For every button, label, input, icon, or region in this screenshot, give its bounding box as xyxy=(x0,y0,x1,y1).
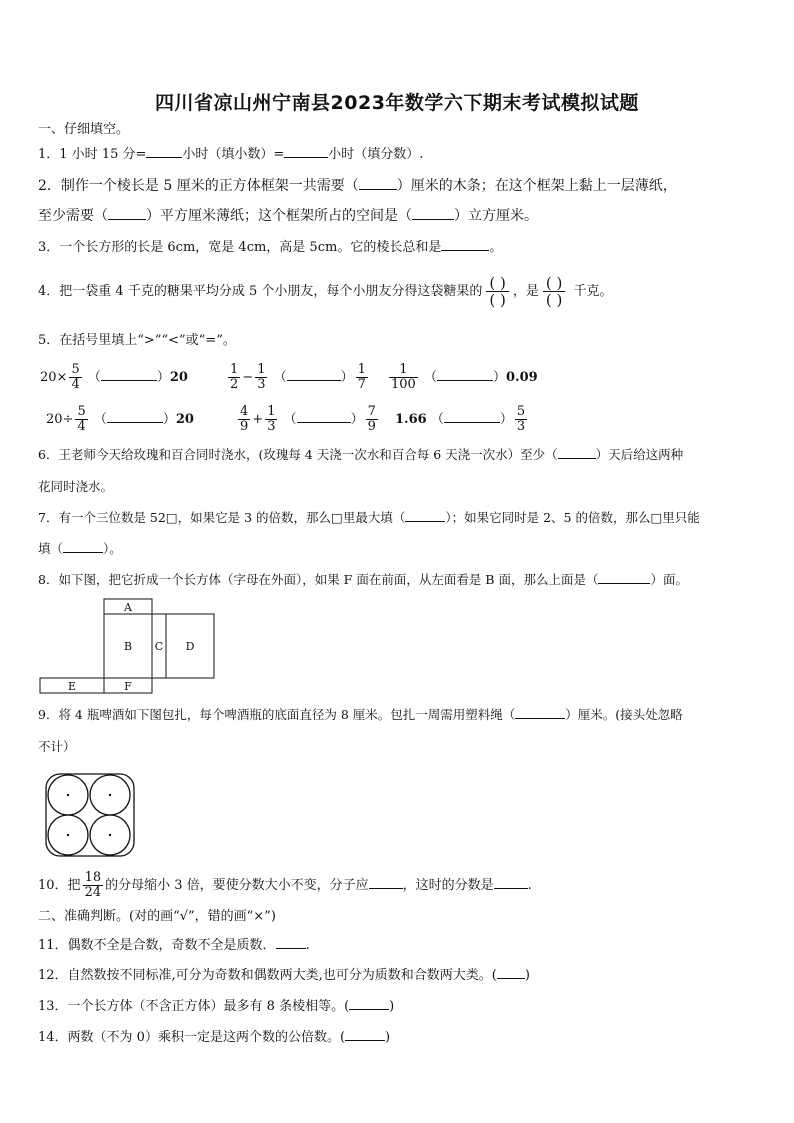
bottles-diagram xyxy=(40,772,140,862)
net-label-a: A xyxy=(124,601,132,614)
denominator: 4 xyxy=(71,377,80,392)
q13-text: 一个长方体（不含正方体）最多有 8 条棱相等。( xyxy=(67,999,350,1014)
numerator: 18 xyxy=(84,870,102,886)
net-label-b: B xyxy=(123,640,133,653)
answer-blank[interactable] xyxy=(349,1009,389,1010)
expression: 20 xyxy=(169,370,188,385)
question-number: 13． xyxy=(38,999,68,1014)
bottle-center xyxy=(109,834,111,836)
paren: （ xyxy=(273,370,287,385)
question-number: 4． xyxy=(38,284,60,299)
q3-end: 。 xyxy=(489,240,503,255)
question-12 xyxy=(38,967,530,985)
operator: + xyxy=(252,412,264,427)
answer-blank[interactable] xyxy=(494,888,528,889)
paren: （ xyxy=(87,370,101,385)
q10-text: 的分母缩小 3 倍，要使分数大小不变，分子应 xyxy=(105,878,369,893)
net-label-d: D xyxy=(185,640,195,653)
q13-end: ) xyxy=(389,999,395,1014)
question-number: 8． xyxy=(38,572,59,587)
question-10 xyxy=(38,868,532,904)
question-number: 5． xyxy=(38,333,60,348)
numerator: 1 xyxy=(257,362,266,378)
q10-text: . xyxy=(527,878,532,893)
question-number: 3． xyxy=(38,240,60,255)
paren: ） xyxy=(162,412,176,427)
section-1-heading: 一、仔细填空。 xyxy=(38,122,130,137)
question-6-line-2: 花同时浇水。 xyxy=(38,479,114,494)
question-11 xyxy=(38,937,310,955)
fraction-numerator: ( ) xyxy=(486,275,508,293)
q10-text: ，这时的分数是 xyxy=(402,878,494,893)
denominator: 2 xyxy=(230,377,239,392)
answer-blank[interactable] xyxy=(276,948,306,949)
rope-outline xyxy=(46,774,134,856)
numerator: 5 xyxy=(516,404,526,420)
q3-text: 一个长方形的长是 6cm，宽是 4cm，高是 5cm。它的棱长总和是 xyxy=(59,240,442,255)
numerator: 1 xyxy=(389,363,418,378)
numerator: 1 xyxy=(357,362,366,378)
paren: ） xyxy=(492,370,506,385)
numerator: 5 xyxy=(77,404,86,420)
paren: （ xyxy=(423,370,437,385)
question-9-line-1 xyxy=(38,706,683,724)
q7-text: 填（ xyxy=(38,541,64,556)
question-number: 7． xyxy=(38,510,59,525)
denominator: 3 xyxy=(516,419,526,434)
q4-text: ，是 xyxy=(512,284,539,299)
expression: 0.09 xyxy=(506,370,538,385)
q4-text: 把一袋重 4 千克的糖果平均分成 5 个小朋友，每个小朋友分得这袋糖果的 xyxy=(59,284,483,299)
expression: 20÷ xyxy=(46,412,74,427)
q12-text: 自然数按不同标准,可分为奇数和偶数两大类,也可分为质数和合数两大类。( xyxy=(67,968,497,983)
q14-end: ) xyxy=(385,1030,391,1045)
q8-text: 如下图，把它折成一个长方体（字母在外面），如果 F 面在前面，从左面看是 B 面，那么上面是（ xyxy=(58,572,599,587)
answer-blank[interactable] xyxy=(369,888,403,889)
denominator: 3 xyxy=(257,377,266,392)
section-2-heading: 二、准确判断。(对的画“√”，错的画“×”) xyxy=(38,909,276,924)
paren: ） xyxy=(340,370,354,385)
q9-text: 将 4 瓶啤酒如下图包扎，每个啤酒瓶的底面直径为 8 厘米。包扎一周需用塑料绳（ xyxy=(58,707,516,722)
question-13 xyxy=(38,998,394,1016)
q1-text-1: 1 小时 15 分= xyxy=(59,147,147,162)
fraction-numerator: ( ) xyxy=(543,275,565,293)
q1-text-3: 小时（填分数）. xyxy=(328,147,424,162)
denominator: 4 xyxy=(77,419,86,434)
page-title: 四川省凉山州宁南县2023年数学六下期末考试模拟试题 xyxy=(155,92,639,114)
numerator: 1 xyxy=(267,404,276,420)
net-label-c: C xyxy=(154,640,164,653)
question-number: 12． xyxy=(38,968,68,983)
q7-text: 有一个三位数是 52□，如果它是 3 的倍数，那么□里最大填（ xyxy=(58,510,406,525)
denominator: 100 xyxy=(391,377,416,392)
q2-text: 制作一个棱长是 5 厘米的正方体框架一共需要（ xyxy=(60,178,359,194)
q10-text: 把 xyxy=(67,878,81,893)
operator: − xyxy=(242,370,254,385)
q11-end: . xyxy=(305,938,310,953)
numerator: 5 xyxy=(71,362,80,378)
paren: （ xyxy=(283,412,297,427)
q8-end: ）面。 xyxy=(650,572,688,587)
denominator: 9 xyxy=(367,419,376,434)
question-number: 2． xyxy=(38,178,61,194)
answer-blank[interactable] xyxy=(345,1040,385,1041)
expression: 20 xyxy=(175,412,194,427)
expression: 1.66 xyxy=(395,412,427,427)
q4-end: 千克。 xyxy=(573,284,613,299)
numerator: 4 xyxy=(240,404,249,420)
denominator: 3 xyxy=(267,419,276,434)
question-number: 11． xyxy=(38,938,68,953)
q2-text: ）厘米的木条；在这个框架上黏上一层薄纸， xyxy=(396,178,677,194)
q6-text: 王老师今天给玫瑰和百合同时浇水，(玫瑰每 4 天浇一次水和百合每 6 天浇一次水）至少（ xyxy=(58,447,558,462)
q2-text: ）立方厘米。 xyxy=(454,208,538,224)
q7-text: ）；如果它同时是 2、5 的倍数，那么□里只能 xyxy=(445,510,700,525)
fraction-denominator: ( ) xyxy=(489,291,506,309)
fraction-denominator: ( ) xyxy=(545,291,563,309)
net-label-f: F xyxy=(124,680,132,693)
answer-blank[interactable] xyxy=(497,978,525,979)
paren: ） xyxy=(350,412,364,427)
question-number: 6． xyxy=(38,447,59,462)
fraction xyxy=(83,871,104,899)
numerator: 7 xyxy=(367,404,376,420)
q14-text: 两数（不为 0）乘积一定是这两个数的公倍数。( xyxy=(67,1030,346,1045)
denominator: 24 xyxy=(84,885,102,900)
bottle-center xyxy=(67,794,69,796)
numerator: 1 xyxy=(230,362,239,378)
answer-blank[interactable] xyxy=(515,718,565,719)
question-number: 9． xyxy=(38,707,59,722)
q2-text: ）平方厘米薄纸；这个框架所占的空间是（ xyxy=(146,208,412,224)
q9-text: ）厘米。(接头处忽略 xyxy=(565,707,683,722)
expression: 20× xyxy=(40,370,68,385)
paren: ） xyxy=(156,370,170,385)
q11-text: 偶数不全是合数，奇数不全是质数． xyxy=(67,938,276,953)
q12-end: ) xyxy=(524,968,530,983)
question-number: 10． xyxy=(38,878,68,893)
q2-text: 至少需要（ xyxy=(38,208,108,224)
q5-text: 在括号里填上“>”“<”或“=”。 xyxy=(59,333,236,348)
question-14 xyxy=(38,1029,390,1047)
paren: ） xyxy=(499,412,513,427)
question-number: 1． xyxy=(38,147,60,162)
question-9-line-2: 不计） xyxy=(38,739,76,754)
q1-text-2: 小时（填小数）= xyxy=(182,147,285,162)
bottle-center xyxy=(109,794,111,796)
net-label-e: E xyxy=(67,680,77,693)
denominator: 9 xyxy=(240,419,249,434)
question-number: 14． xyxy=(38,1030,68,1045)
denominator: 7 xyxy=(357,377,366,392)
paren: （ xyxy=(430,412,444,427)
bottle-center xyxy=(67,834,69,836)
q7-text: ）。 xyxy=(103,541,122,556)
q6-text: ）天后给这两种 xyxy=(595,447,684,462)
paren: （ xyxy=(93,412,107,427)
